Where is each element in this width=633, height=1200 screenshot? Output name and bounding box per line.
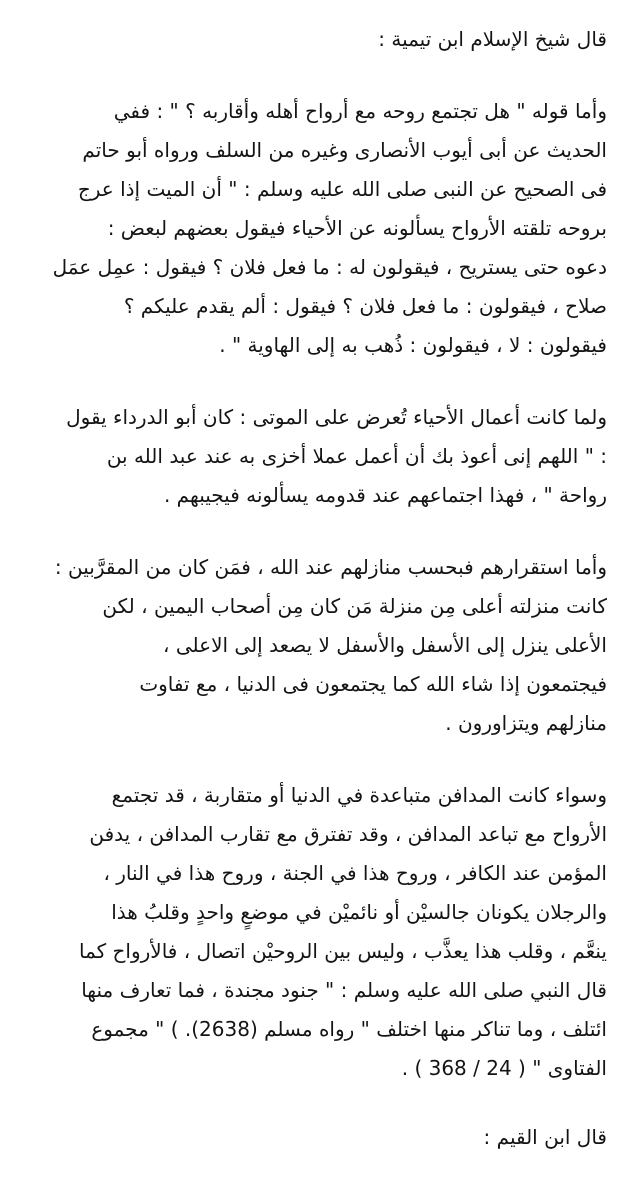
paragraph-spacer: [22, 59, 607, 92]
text-line: وسواء كانت المدافن متباعدة في الدنيا أو متقاربة ، قد تجتمع: [111, 783, 607, 807]
paragraph-spacer: [22, 515, 607, 548]
paragraph-deeds-shown: [22, 398, 607, 515]
text-line: الأرواح مع تباعد المدافن ، وقد تفترق مع تقارب المدافن ، يدفن: [89, 822, 607, 846]
text-line: كانت منزلته أعلى مِن منزلة مَن كان مِن أصحاب اليمين ، لكن: [102, 594, 607, 618]
paragraph-gathering-of-souls: [22, 92, 607, 365]
heading-ibn-al-qayyim: قال ابن القيم :: [483, 1125, 607, 1149]
paragraph-spacer: [22, 365, 607, 398]
text-line: بروحه تلقته الأرواح يسألونه عن الأحياء فيقول بعضهم لبعض :: [107, 216, 607, 240]
text-line: فى الصحيح عن النبى صلى الله عليه وسلم : " أن الميت إذا عرج: [77, 177, 607, 201]
text-line: دعوه حتى يستريح ، فيقولون له : ما فعل فلان ؟ فيقول : عمِل عمَل: [52, 255, 607, 279]
text-line: وأما استقرارهم فبحسب منازلهم عند الله ، فمَن كان من المقرَّبين :: [54, 555, 607, 579]
text-line: : " اللهم إنى أعوذ بك أن أعمل عملا أخزى به عند عبد الله بن: [106, 444, 607, 468]
text-line: الفتاوى " ( 24 / 368 ) .: [401, 1056, 607, 1080]
text-line: الأعلى ينزل إلى الأسفل والأسفل لا يصعد إلى الاعلى ،: [163, 633, 607, 657]
text-line: وأما قوله " هل تجتمع روحه مع أرواح أهله وأقاربه ؟ " : ففي: [113, 99, 607, 123]
text-line: منازلهم ويتزاورون .: [445, 711, 607, 735]
text-line: قال النبي صلى الله عليه وسلم : " جنود مجندة ، فما تعارف منها: [81, 978, 607, 1002]
paragraph-spacer: [22, 1088, 607, 1118]
text-line: رواحة " ، فهذا اجتماعهم عند قدومه يسألونه فيجيبهم .: [163, 483, 607, 507]
text-line: فيجتمعون إذا شاء الله كما يجتمعون فى الدنيا ، مع تفاوت: [139, 672, 607, 696]
text-line: ائتلف ، وما تناكر منها اختلف " رواه مسلم (2638). ) " مجموع: [91, 1017, 607, 1041]
text-line: صلاح ، فيقولون : ما فعل فلان ؟ فيقول : ألم يقدم عليكم ؟: [123, 294, 607, 318]
heading-ibn-taymiyyah: قال شيخ الإسلام ابن تيمية :: [378, 27, 607, 51]
text-line: ولما كانت أعمال الأحياء تُعرض على الموتى : كان أبو الدرداء يقول: [66, 405, 607, 429]
paragraph-burial-places: [22, 776, 607, 1088]
text-line: ينعَّم ، وقلب هذا يعذَّب ، وليس بين الروحيْن اتصال ، فالأرواح كما: [78, 939, 607, 963]
paragraph-ranks: [22, 548, 607, 743]
text-line: فيقولون : لا ، فيقولون : ذُهب به إلى الهاوية " .: [219, 333, 607, 357]
paragraph-spacer: [22, 743, 607, 776]
text-line: المؤمن عند الكافر ، وروح هذا في الجنة ، وروح هذا في النار ،: [103, 861, 607, 885]
text-line: الحديث عن أبى أيوب الأنصارى وغيره من السلف ورواه أبو حاتم: [82, 138, 607, 162]
text-line: والرجلان يكونان جالسيْن أو نائميْن في موضعٍ واحدٍ وقلبُ هذا: [111, 900, 607, 924]
